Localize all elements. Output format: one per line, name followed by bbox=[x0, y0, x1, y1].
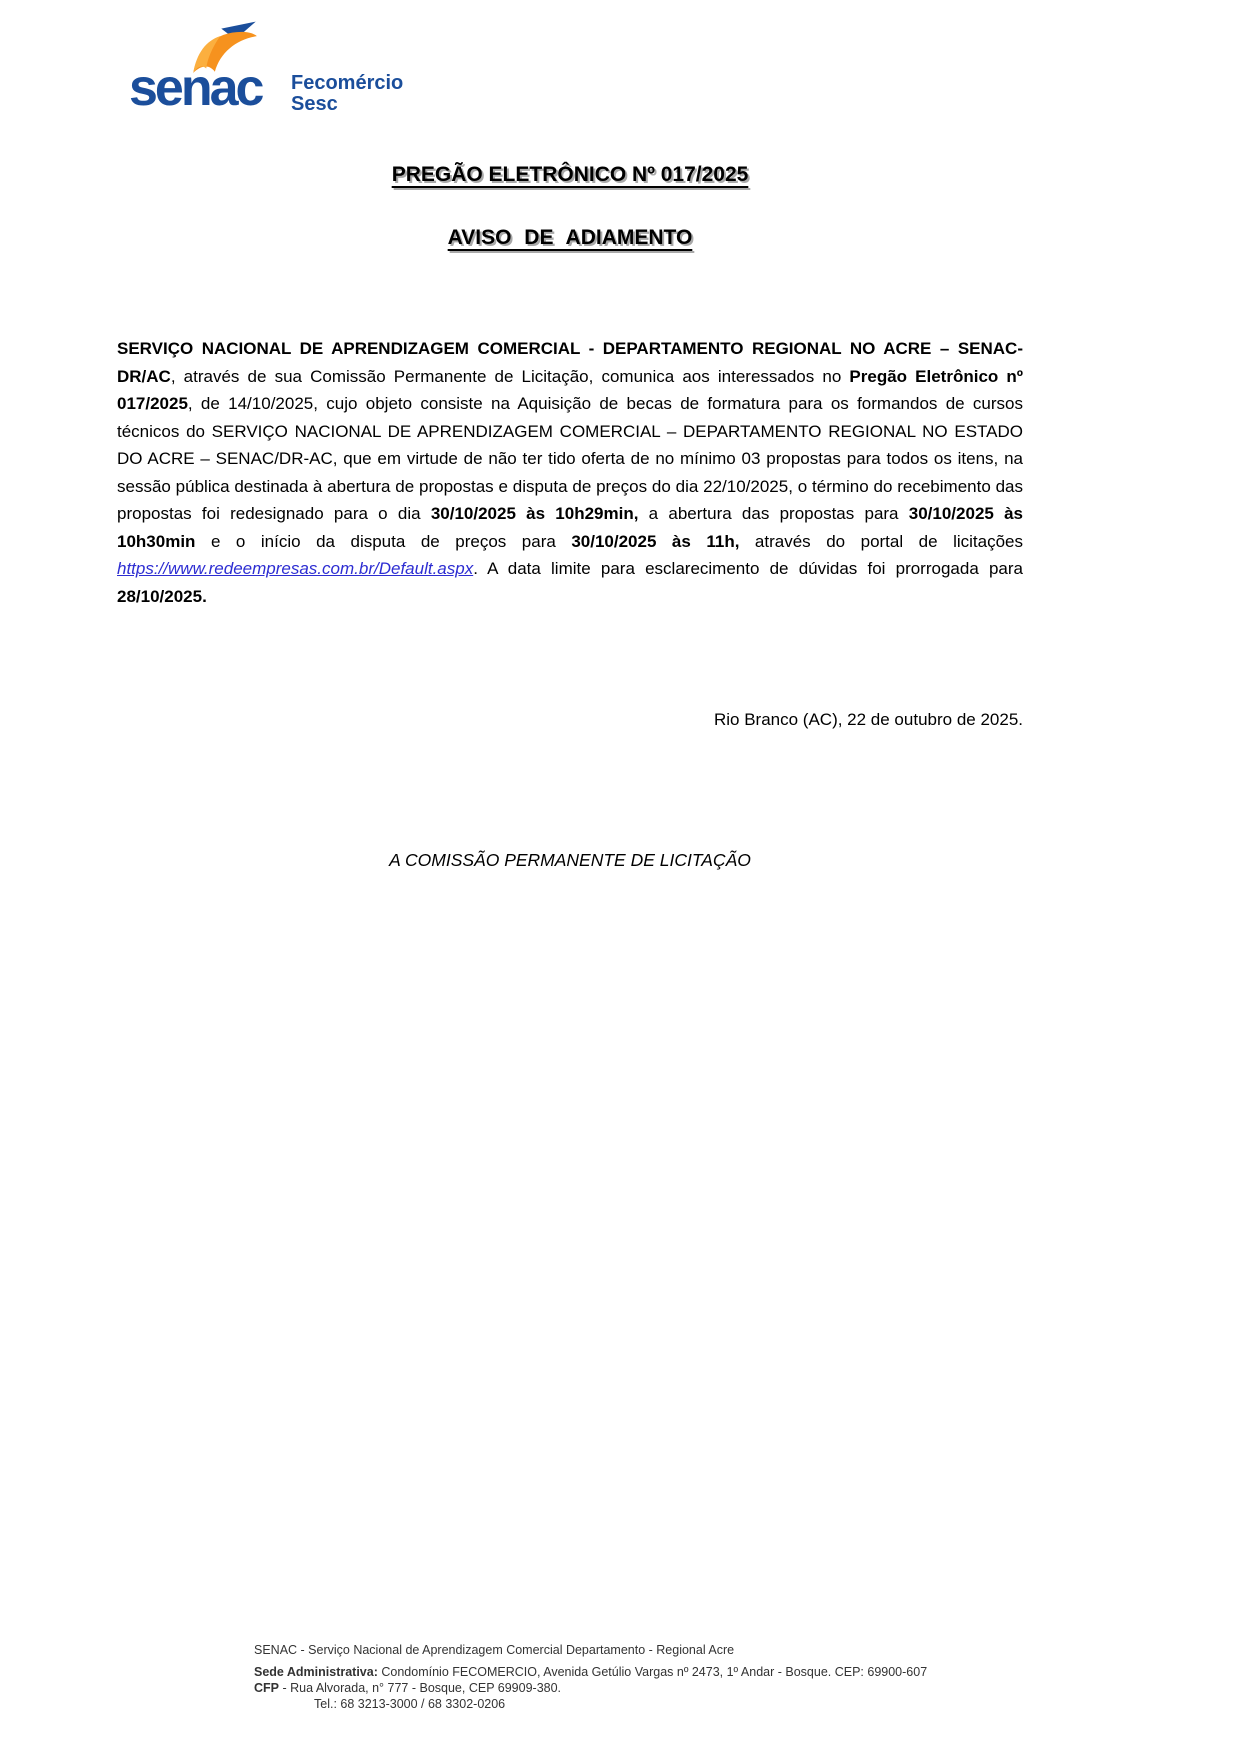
body-pregao-ref: Pregão Eletrônico nº 017/2025 bbox=[117, 366, 1024, 413]
footer-address-line bbox=[254, 1664, 994, 1680]
footer-phone-line: Tel.: 68 3213-3000 / 68 3302-0206 bbox=[314, 1697, 506, 1711]
footer-address-label: Sede Administrativa: bbox=[254, 1665, 378, 1679]
footer-address-text: Condomínio FECOMERCIO, Avenida Getúlio Vargas nº 2473, 1º Andar - Bosque. CEP: 69900-607 bbox=[377, 1665, 928, 1679]
fecomercio-sesc-label bbox=[291, 73, 403, 115]
senac-wordmark: senac bbox=[129, 59, 262, 117]
signature-line: A COMISSÃO PERMANENTE DE LICITAÇÃO bbox=[389, 850, 751, 870]
footer-cfp-line bbox=[254, 1680, 994, 1696]
body-text: , de 14/10/2025, cujo objeto consiste na Aquisição de becas de formatura para os formandos de cursos técnicos do SERVIÇO NACIONAL DE APRENDIZAGEM COMERCIAL – DEPARTAMENTO REGIONAL NO ESTADO DO ACRE – SENAC/DR-AC, que em virtude de não ter tido oferta de no mínimo 03 propostas para todos os itens, na sessão pública destinada à abertura de propostas e disputa de preços do dia 22/10/2025, o término do recebimento das propostas foi redesignado para o dia bbox=[117, 394, 1023, 523]
footer-cfp-label: CFP bbox=[254, 1681, 279, 1695]
body-text: . A data limite para esclarecimento de dúvidas foi prorrogada para bbox=[473, 559, 1023, 578]
body-deadline-opening: 30/10/2025 às 10h30min bbox=[117, 504, 1023, 551]
fecomercio-label: Fecomércio bbox=[291, 72, 404, 94]
senac-logo bbox=[129, 18, 409, 118]
body-text: , através de sua Comissão Permanente de Licitação, comunica aos interessados no bbox=[170, 366, 850, 386]
page-title: PREGÃO ELETRÔNICO Nº 017/2025 bbox=[391, 163, 749, 186]
footer-cfp-text: - Rua Alvorada, n° 777 - Bosque, CEP 69909-380. bbox=[279, 1681, 562, 1695]
body-paragraph bbox=[117, 335, 1023, 610]
portal-link[interactable]: https://www.redeempresas.com.br/Default.aspx bbox=[117, 559, 474, 578]
body-text: e o início da disputa de preços para bbox=[195, 531, 572, 551]
footer bbox=[254, 1642, 994, 1712]
body-text: através do portal de licitações bbox=[739, 531, 1023, 551]
body-text: a abertura das propostas para bbox=[638, 504, 909, 523]
page-subtitle: AVISO DE ADIAMENTO bbox=[447, 226, 693, 249]
body-org-name: SERVIÇO NACIONAL DE APRENDIZAGEM COMERCIAL - DEPARTAMENTO REGIONAL NO ACRE – SENAC-DR/AC bbox=[117, 339, 1023, 386]
body-deadline-receipt: 30/10/2025 às 10h29min, bbox=[430, 504, 639, 523]
sesc-label: Sesc bbox=[291, 93, 338, 115]
body-deadline-dispute: 30/10/2025 às 11h, bbox=[571, 531, 740, 551]
date-line: Rio Branco (AC), 22 de outubro de 2025. bbox=[713, 710, 1023, 729]
footer-org-line: SENAC - Serviço Nacional de Aprendizagem Comercial Departamento - Regional Acre bbox=[254, 1643, 735, 1657]
body-clarification-date: 28/10/2025. bbox=[117, 586, 207, 606]
